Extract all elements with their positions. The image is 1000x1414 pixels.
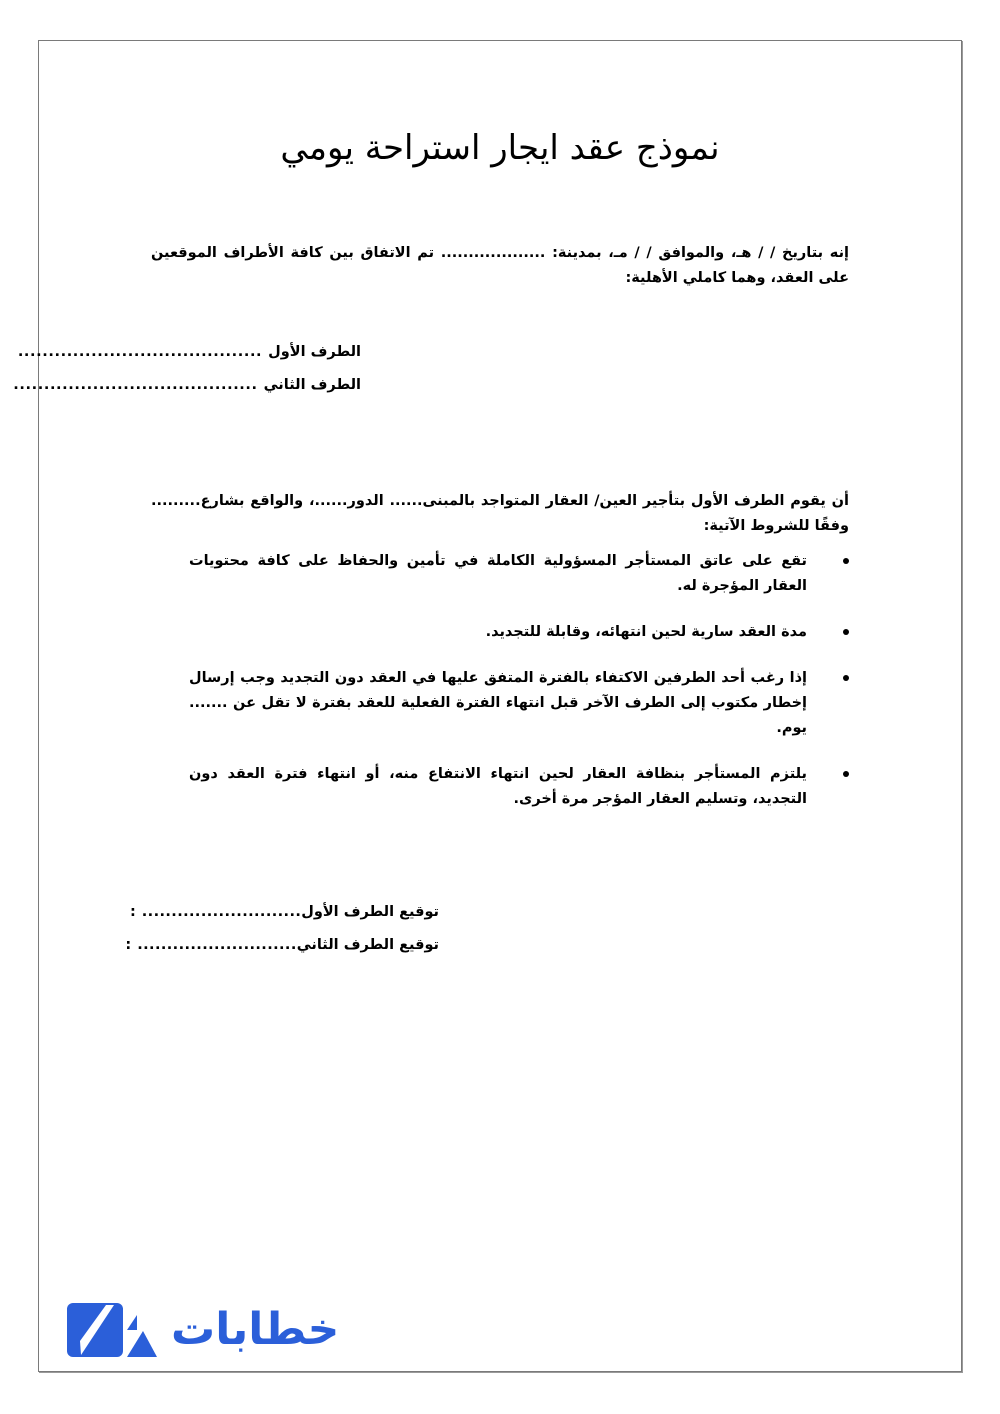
list-item — [189, 762, 849, 812]
signature-label-first: توقيع الطرف الأول — [301, 904, 439, 920]
list-item — [189, 620, 849, 645]
signature-fill-line-second: ........................... — [137, 937, 297, 954]
signatures-block — [125, 896, 849, 963]
intro-paragraph: إنه بتاريخ / / هـ، والموافق / / مـ، بمدينة: ................... تم الاتفاق بين كافة الأطراف الموقعين على العقد، وهما كاملي الأهلية: — [151, 245, 849, 286]
signature-colon-second: : — [125, 937, 132, 954]
parties-block — [13, 336, 849, 401]
document-body — [13, 41, 961, 1371]
term-text: مدة العقد سارية لحين انتهائه، وقابلة للتجديد. — [485, 623, 807, 640]
party-row-second — [13, 369, 849, 402]
term-text: إذا رغب أحد الطرفين الاكتفاء بالفترة المتفق عليها في العقد دون التجديد وجب إرسال إخطار مكتوب إلى الطرف الآخر قبل انتهاء الفترة الفعلية للعقد بفترة لا تقل عن ....... يوم. — [189, 669, 807, 736]
party-label-first: الطرف الأول — [268, 344, 361, 360]
term-text: تقع على عاتق المستأجر المسؤولية الكاملة في تأمين والحفاظ على كافة محتويات العقار المؤجرة له. — [189, 553, 807, 594]
signature-row-second — [125, 929, 849, 962]
page-title: نموذج عقد ايجار استراحة يومي — [280, 128, 720, 168]
party-fill-line-first: ........................................ — [17, 344, 263, 360]
brand-wordmark: خطابات — [171, 1304, 340, 1355]
party-fill-line-second: ........................................ — [13, 376, 258, 393]
list-item — [189, 666, 849, 741]
term-text: يلتزم المستأجر بنظافة العقار لحين انتهاء الانتفاع منه، أو انتهاء فترة العقد دون التجديد، وتسليم العقار المؤجر مرة أخرى. — [189, 765, 807, 807]
signature-fill-line-first: ........................... — [141, 904, 302, 920]
terms-list — [189, 549, 849, 833]
bullet-icon — [843, 675, 849, 681]
signature-colon-first: : — [129, 904, 136, 920]
bullet-icon — [843, 771, 849, 777]
party-row-first — [17, 336, 849, 369]
list-item — [189, 549, 849, 599]
document-page — [13, 40, 962, 1372]
brand-mark-icon — [65, 1297, 157, 1363]
party-label-second: الطرف الثاني — [263, 376, 361, 393]
brand-logo — [65, 1297, 339, 1363]
bullet-icon — [843, 629, 849, 635]
clause-intro-paragraph: أن يقوم الطرف الأول بتأجير العين/ العقار المتواجد بالمبنى...... الدور......، والواقع بشارع......... وفقًا للشروط الآتية: — [151, 493, 849, 534]
signature-row-first — [129, 896, 849, 929]
bullet-icon — [843, 558, 849, 564]
signature-label-second: توقيع الطرف الثاني — [296, 937, 439, 954]
